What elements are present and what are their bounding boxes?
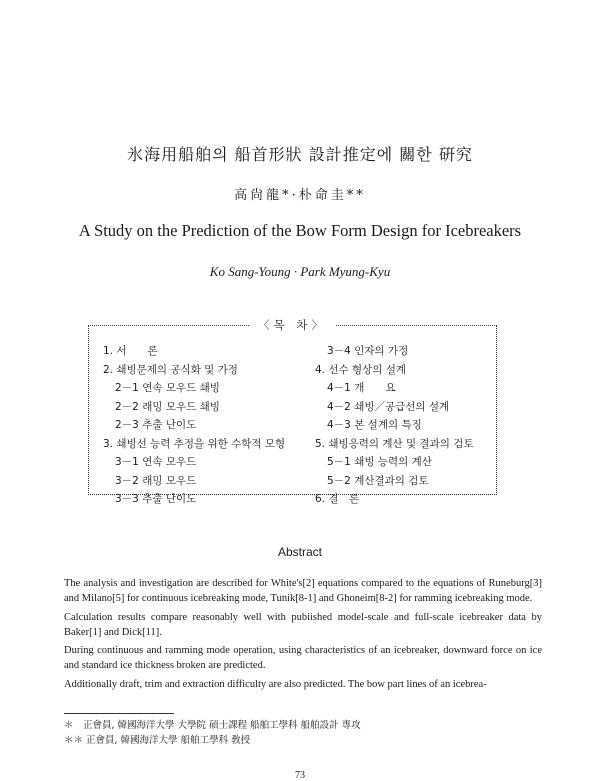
abstract-body — [64, 576, 542, 695]
abstract-paragraph: Calculation results compare reasonably well with pubiished model-scale and full-scale icebreaker data by Baker[1] and Dick[11]. — [64, 611, 542, 638]
abstract-paragraph: During continuous and ramming mode operation, using characteristics of an icebreaker, downward force on ice and standard ice thickness broken are predicted. — [64, 645, 542, 672]
title-english: A Study on the Prediction of the Bow Form Design for Icebreakers — [78, 221, 522, 240]
toc-item: 5. 쇄빙응력의 계산 및 결과의 검토 — [315, 437, 474, 450]
toc-item: 5－2 계산결과의 검토 — [327, 474, 429, 487]
toc-item: 4－2 쇄빙／공급선의 설계 — [327, 400, 450, 413]
toc-item: 2. 쇄빙문제의 공식화 및 가정 — [103, 363, 238, 376]
table-of-contents — [88, 318, 497, 505]
toc-item: 2－3 추출 난이도 — [115, 419, 197, 431]
footnote: ＊ 正會員, 韓國海洋大學 大學院 碩士課程 船舶工學科 船舶設計 專攻 — [64, 720, 361, 731]
footnote: ＊＊ 正會員, 韓國海洋大學 船舶工學科 敎授 — [64, 735, 251, 746]
toc-item: 6. 결 론 — [315, 493, 360, 505]
page-number: 73 — [295, 770, 305, 781]
toc-item: 4. 선수 형상의 설계 — [315, 363, 407, 376]
toc-item: 3－3 추출 난이도 — [115, 493, 197, 505]
toc-item: 2－1 연속 모우드 쇄빙 — [115, 382, 220, 394]
toc-left-column — [103, 342, 285, 509]
toc-item: 5－1 쇄빙 능력의 계산 — [327, 456, 432, 468]
footnotes — [64, 718, 361, 748]
title-korean: 氷海用船舶의 船首形狀 設計推定에 關한 硏究 — [127, 145, 473, 164]
toc-item: 1. 서 론 — [103, 345, 158, 357]
toc-item: 3－2 래밍 모우드 — [115, 474, 197, 487]
authors-english: Ko Sang-Young · Park Myung-Kyu — [209, 264, 391, 279]
abstract-paragraph: The analysis and investigation are described for White's[2] equations compared to the equations of Runeburg[3] and Milano[5] for continuous icebreaking mode, Tunik[8-1] and Ghoneim[8-2] for ramming icebreaking mode. — [64, 578, 542, 605]
toc-item: 2－2 래밍 모우드 쇄빙 — [115, 400, 220, 413]
toc-item: 4－3 본 설계의 특징 — [327, 419, 422, 431]
toc-item: 3－4 인자의 가정 — [327, 345, 409, 357]
toc-item: 3. 쇄빙선 능력 추정을 위한 수학적 모형 — [103, 437, 286, 450]
footnote-divider — [64, 713, 174, 714]
authors-korean: 高尙龍*·朴命圭** — [234, 188, 366, 203]
toc-item: 4－1 개 요 — [327, 382, 396, 394]
toc-item: 3－1 연속 모우드 — [115, 456, 197, 468]
toc-heading: 〈목 차〉 — [250, 318, 335, 332]
abstract-heading: Abstract — [277, 545, 322, 559]
toc-right-column — [315, 342, 474, 509]
abstract-paragraph: Additionally draft, trim and extraction difficulty are also predicted. The bow part lines of an icebrea- — [64, 678, 487, 690]
